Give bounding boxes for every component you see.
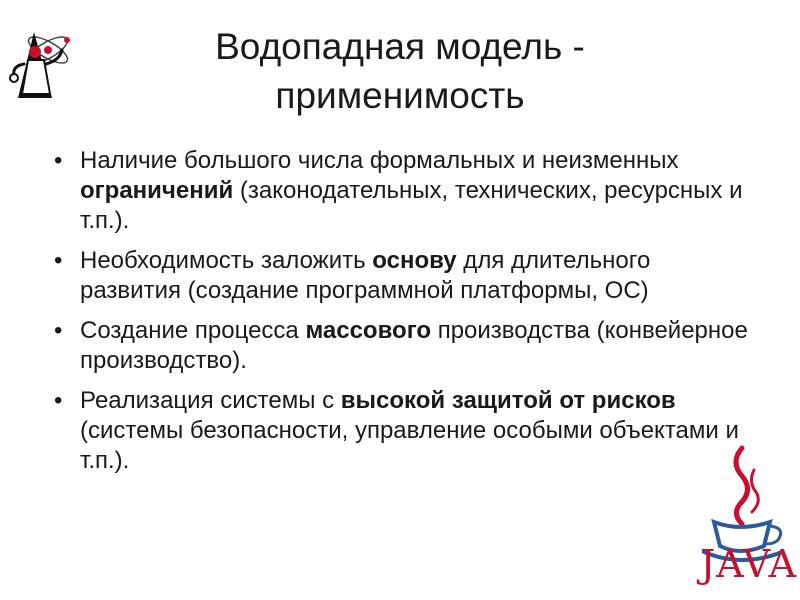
- bullet-emphasis: массового: [305, 317, 432, 344]
- bullet-marker: •: [54, 387, 63, 414]
- java-logo-text: JAVA: [700, 542, 798, 586]
- bullet-item: [50, 246, 750, 306]
- bullet-text: Создание процесса: [80, 317, 306, 344]
- slide-title: [150, 22, 650, 120]
- bullet-emphasis: ограничений: [80, 177, 234, 204]
- bullet-emphasis: высокой защитой от рисков: [340, 387, 676, 414]
- bullet-text: производства (конвейерное производство).: [80, 317, 748, 374]
- bullet-text: (системы безопасности, управление особыми объектами и т.п.).: [80, 417, 739, 474]
- bullet-marker: •: [54, 247, 63, 274]
- bullet-text: Наличие большого числа формальных и неизменных: [80, 147, 679, 174]
- bullet-emphasis: основу: [372, 247, 457, 274]
- bullet-text: Реализация системы с: [80, 387, 341, 414]
- title-line-1: Водопадная модель -: [215, 26, 585, 67]
- bullet-item: [50, 316, 750, 376]
- bullet-text: для длительного развития (создание программной платформы, ОС): [80, 247, 651, 304]
- bullet-item: [50, 146, 750, 236]
- bullet-list: [50, 146, 750, 486]
- bullet-item: [50, 386, 750, 476]
- bullet-marker: •: [54, 147, 63, 174]
- title-line-2: применимость: [275, 75, 525, 116]
- bullet-text: Необходимость заложить: [80, 247, 373, 274]
- bullet-text: (законодательных, технических, ресурсных и т.п.).: [80, 177, 743, 234]
- bullet-marker: •: [54, 317, 63, 344]
- duke-mascot-icon: [4, 20, 84, 104]
